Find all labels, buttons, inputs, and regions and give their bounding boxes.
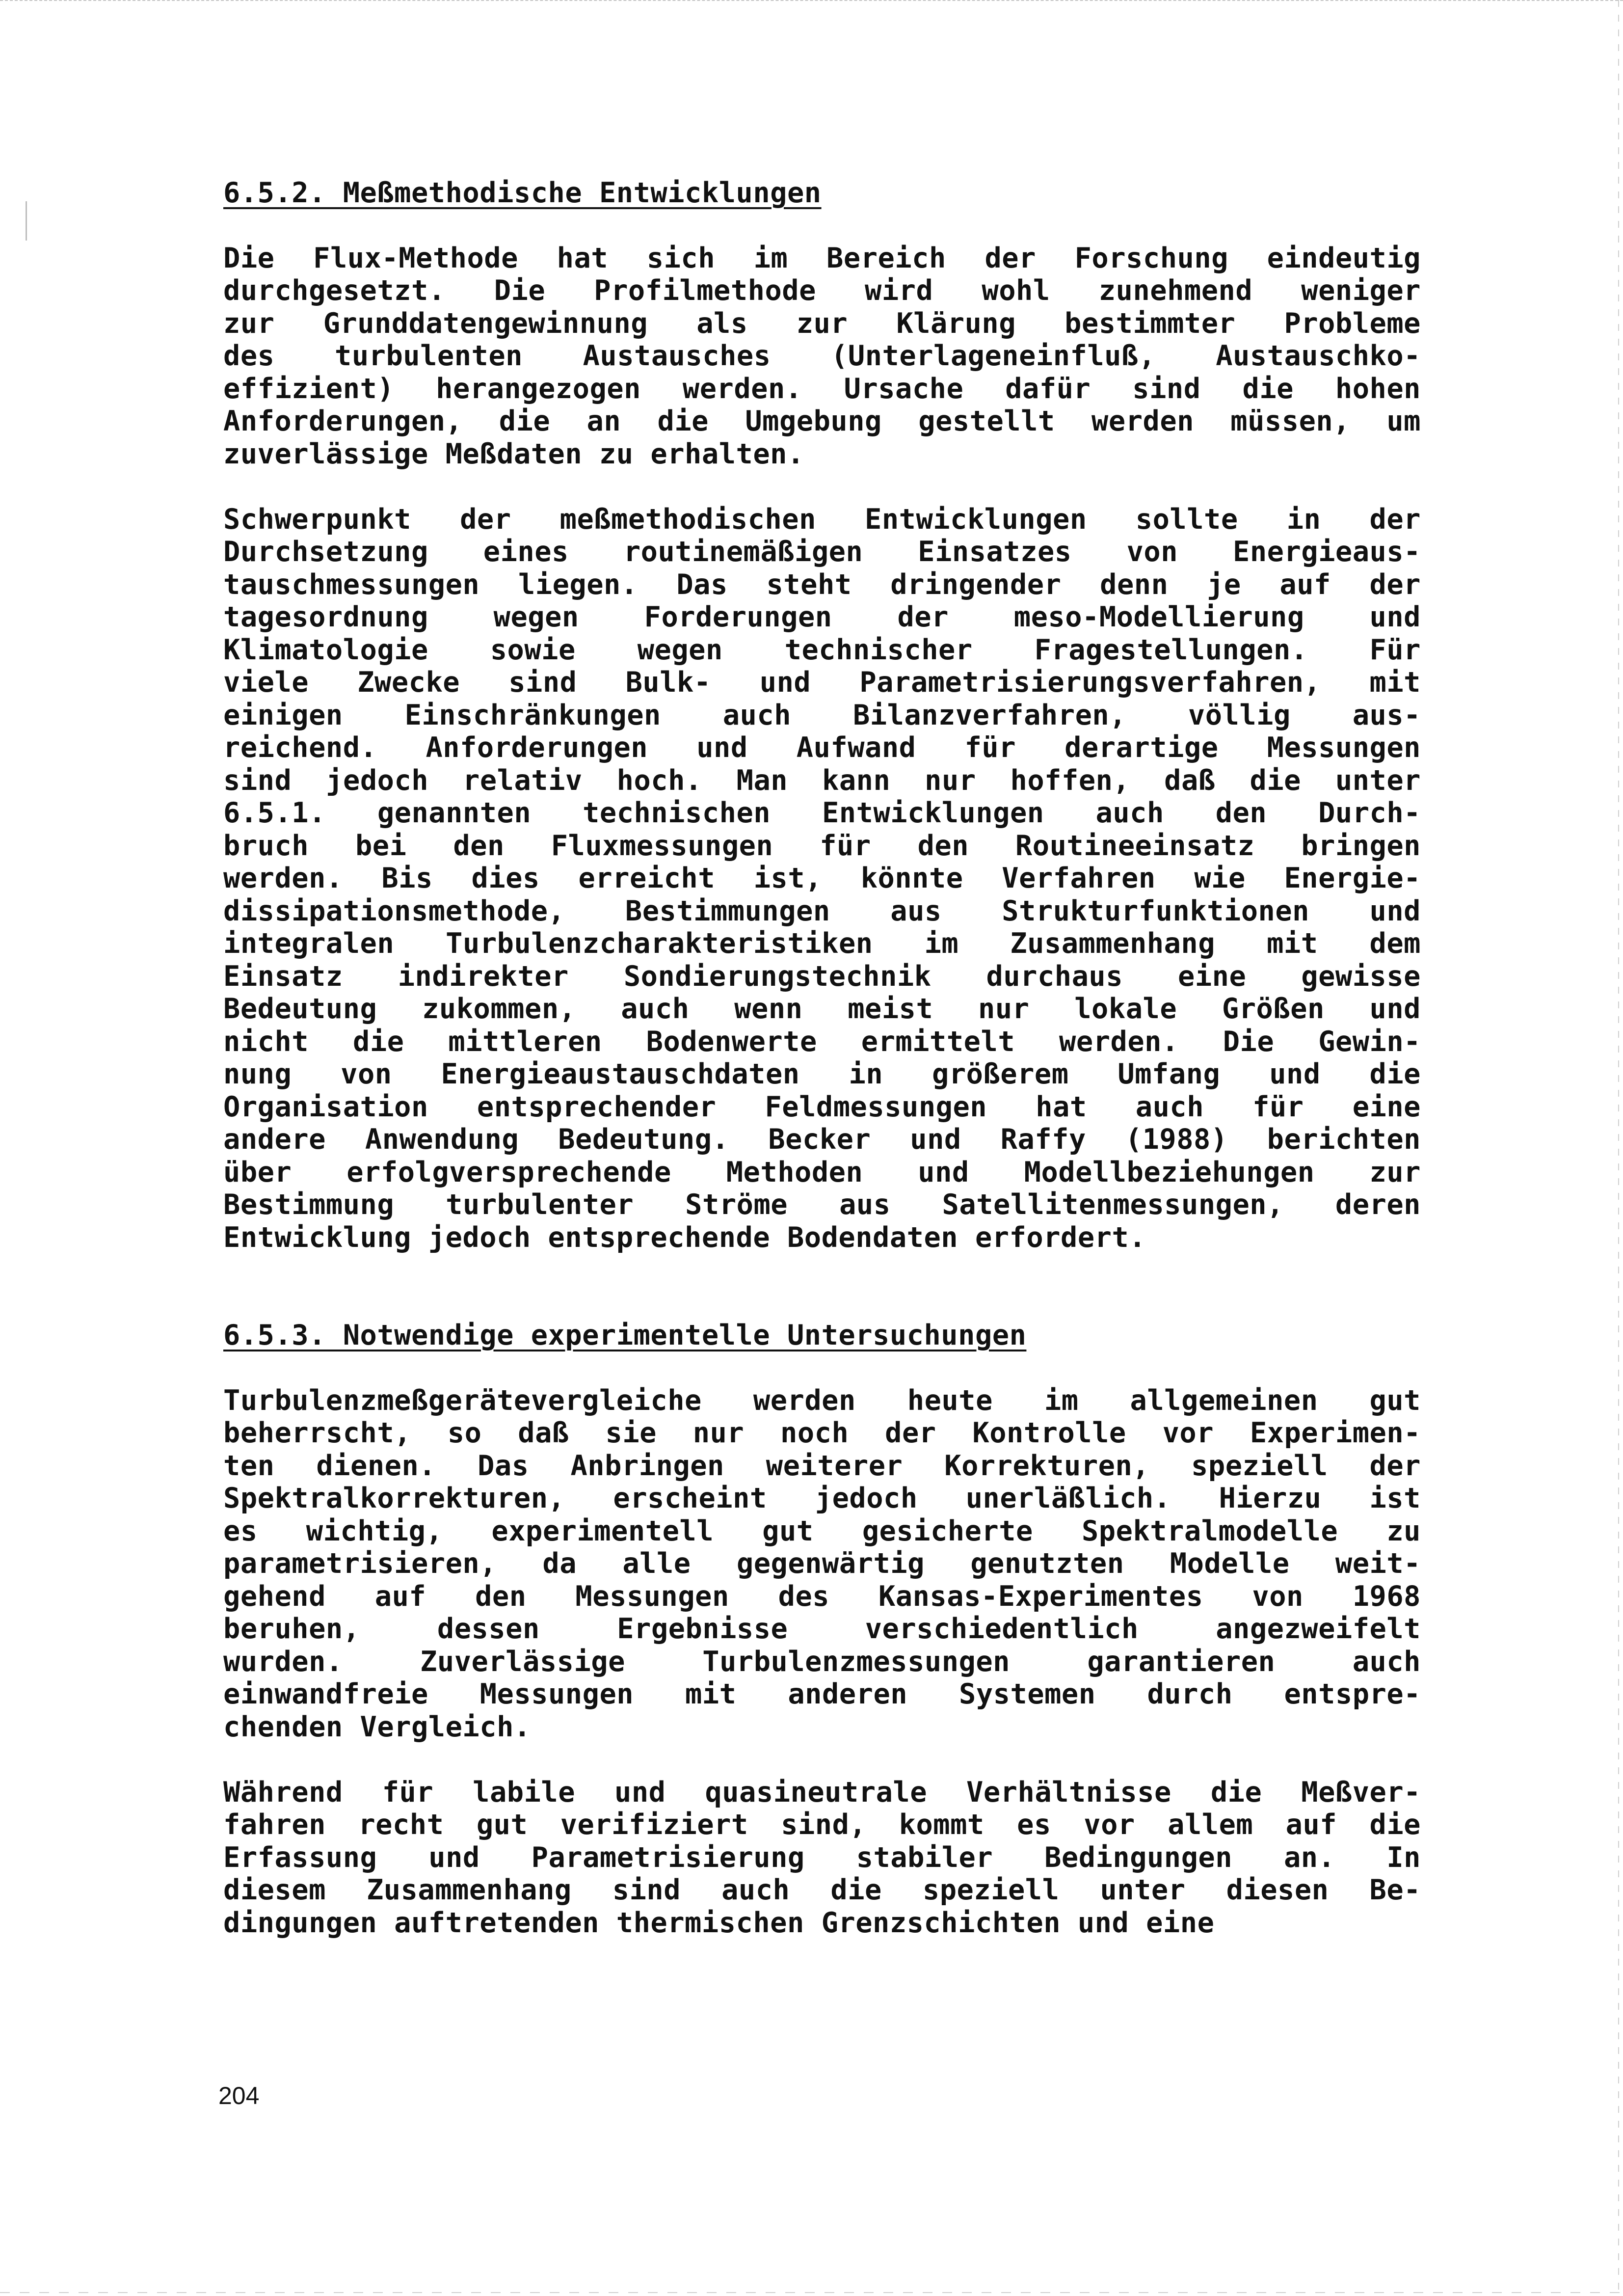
text-line: Schwerpunkt der meßmethodischen Entwicklungen sollte in der [223, 503, 1421, 536]
text-line: Erfassung und Parametrisierung stabiler Bedingungen an. In [223, 1841, 1421, 1874]
text-line: Bestimmung turbulenter Ströme aus Satellitenmessungen, deren [223, 1189, 1421, 1221]
paragraph-gap [223, 470, 1421, 503]
text-line: effizient) herangezogen werden. Ursache dafür sind die hohen [223, 372, 1421, 405]
text-line: 6.5.1. genannten technischen Entwicklungen auch den Durch- [223, 797, 1421, 829]
text-line: des turbulenten Austausches (Unterlageneinfluß, Austauschko- [223, 340, 1421, 372]
text-line: parametrisieren, da alle gegenwärtig genutzten Modelle weit- [223, 1547, 1421, 1580]
section-heading-6-5-2: 6.5.2. Meßmethodische Entwicklungen [223, 177, 822, 209]
text-line: chenden Vergleich. [223, 1710, 531, 1743]
text-line: Anforderungen, die an die Umgebung gestellt werden müssen, um [223, 405, 1421, 437]
paragraph-6-5-3-b [223, 1776, 1421, 1940]
scan-mark-left [26, 201, 27, 241]
scan-edge-bottom [0, 2292, 1623, 2293]
text-line: über erfolgversprechende Methoden und Modellbeziehungen zur [223, 1156, 1421, 1189]
text-line: Entwicklung jedoch entsprechende Bodendaten erfordert. [223, 1221, 1146, 1254]
scan-edge-right [1618, 0, 1619, 2296]
text-line: tauschmessungen liegen. Das steht dringender denn je auf der [223, 568, 1421, 601]
text-line: dingungen auftretenden thermischen Grenzschichten und eine [223, 1906, 1215, 1939]
text-line: durchgesetzt. Die Profilmethode wird wohl zunehmend weniger [223, 274, 1421, 307]
text-line: andere Anwendung Bedeutung. Becker und Raffy (1988) berichten [223, 1123, 1421, 1156]
text-line: diesem Zusammenhang sind auch die speziell unter diesen Be- [223, 1874, 1421, 1906]
scan-edge-top [0, 0, 1623, 4]
text-line: einigen Einschränkungen auch Bilanzverfahren, völlig aus- [223, 699, 1421, 731]
paragraph-6-5-3-a [223, 1384, 1421, 1744]
text-line: Turbulenzmeßgerätevergleiche werden heute im allgemeinen gut [223, 1384, 1421, 1417]
text-line: Spektralkorrekturen, erscheint jedoch unerläßlich. Hierzu ist [223, 1482, 1421, 1514]
text-line: einwandfreie Messungen mit anderen Systemen durch entspre- [223, 1678, 1421, 1710]
text-line: Klimatologie sowie wegen technischer Fragestellungen. Für [223, 633, 1421, 666]
text-line: Bedeutung zukommen, auch wenn meist nur lokale Größen und [223, 993, 1421, 1025]
text-line: werden. Bis dies erreicht ist, könnte Verfahren wie Energie- [223, 862, 1421, 894]
document-page [223, 177, 1421, 1939]
text-line: Während für labile und quasineutrale Verhältnisse die Meßver- [223, 1776, 1421, 1809]
text-line: viele Zwecke sind Bulk- und Parametrisierungsverfahren, mit [223, 666, 1421, 699]
text-line: integralen Turbulenzcharakteristiken im Zusammenhang mit dem [223, 927, 1421, 960]
text-line: tagesordnung wegen Forderungen der meso-Modellierung und [223, 601, 1421, 633]
text-line: ten dienen. Das Anbringen weiterer Korrekturen, speziell der [223, 1449, 1421, 1482]
text-line: gehend auf den Messungen des Kansas-Experimentes von 1968 [223, 1580, 1421, 1613]
page-number: 204 [218, 2082, 260, 2109]
text-line: dissipationsmethode, Bestimmungen aus Strukturfunktionen und [223, 894, 1421, 927]
text-line: zur Grunddatengewinnung als zur Klärung bestimmter Probleme [223, 307, 1421, 340]
text-line: Die Flux-Methode hat sich im Bereich der Forschung eindeutig [223, 242, 1421, 274]
text-line: reichend. Anforderungen und Aufwand für derartige Messungen [223, 731, 1421, 764]
text-line: fahren recht gut verifiziert sind, kommt es vor allem auf die [223, 1809, 1421, 1841]
section-heading-6-5-3: 6.5.3. Notwendige experimentelle Untersuchungen [223, 1319, 1027, 1351]
text-line: sind jedoch relativ hoch. Man kann nur hoffen, daß die unter [223, 764, 1421, 797]
text-line: Organisation entsprechender Feldmessungen hat auch für eine [223, 1090, 1421, 1123]
paragraph-6-5-2-b [223, 503, 1421, 1254]
text-line: bruch bei den Fluxmessungen für den Routineeinsatz bringen [223, 829, 1421, 862]
text-line: nicht die mittleren Bodenwerte ermittelt werden. Die Gewin- [223, 1025, 1421, 1058]
text-line: beruhen, dessen Ergebnisse verschiedentlich angezweifelt [223, 1613, 1421, 1645]
text-line: Durchsetzung eines routinemäßigen Einsatzes von Energieaus- [223, 536, 1421, 568]
text-line: zuverlässige Meßdaten zu erhalten. [223, 437, 804, 470]
text-line: nung von Energieaustauschdaten in größerem Umfang und die [223, 1058, 1421, 1090]
text-line: beherrscht, so daß sie nur noch der Kontrolle vor Experimen- [223, 1417, 1421, 1449]
paragraph-6-5-2-a [223, 242, 1421, 471]
section-gap [223, 1254, 1421, 1319]
text-line: es wichtig, experimentell gut gesicherte Spektralmodelle zu [223, 1514, 1421, 1547]
text-line: Einsatz indirekter Sondierungstechnik durchaus eine gewisse [223, 960, 1421, 993]
text-line: wurden. Zuverlässige Turbulenzmessungen garantieren auch [223, 1645, 1421, 1678]
paragraph-gap [223, 1743, 1421, 1776]
